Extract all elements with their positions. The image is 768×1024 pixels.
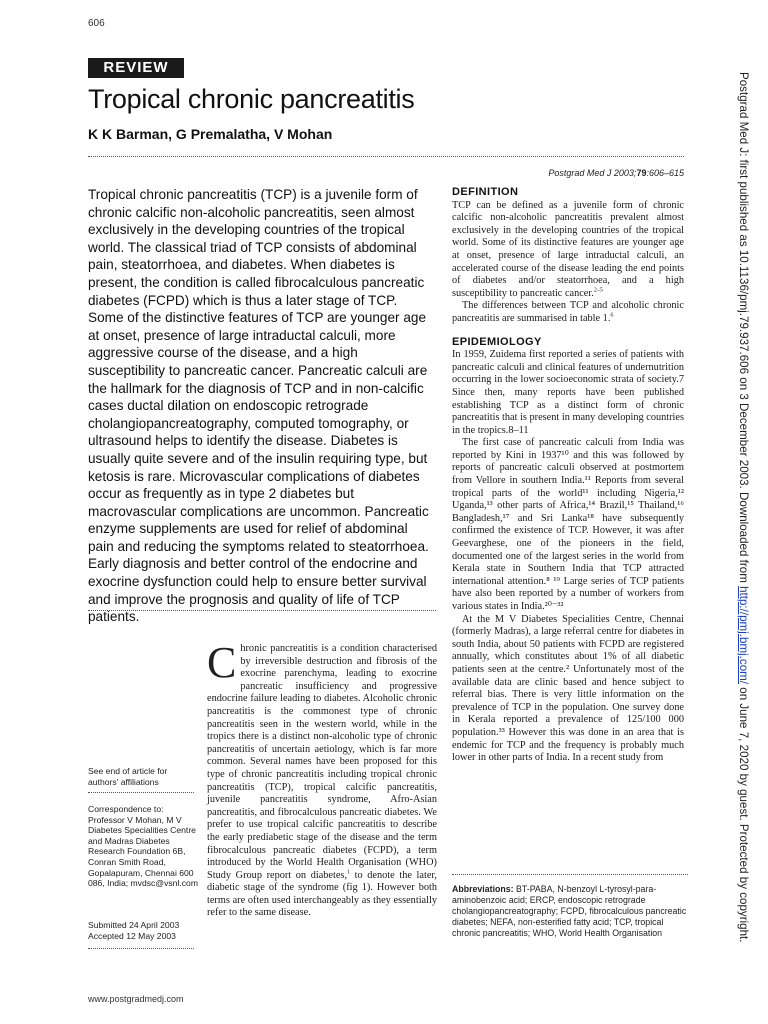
epidemiology-paragraph-3: At the M V Diabetes Specialities Centre, Chennai (formerly Madras), a large referral centre for diabetes in south India, about 50 patients with FCPD are registered annually, which constitutes about 1% of all diabetic patients seen at the centre.² Unfortunately most of the available data are clinic based and hence subject to referral bias. There is very little information on the prevalence of TCP in the population. One survey done in Kerala reported a prevalence of 125/100 000 population.³³ However this was done in an area that is endemic for TCP and the frequency is probably much lower in other parts of India. In a recent study from (452, 613, 684, 764)
abstract (88, 186, 436, 626)
submission-dates (88, 920, 198, 941)
definition-paragraph-2: The differences between TCP and alcoholic chronic pancreatitis are summarised in table 1.$^6$ (452, 300, 684, 324)
affiliation-note (88, 766, 198, 787)
citation-year: 2003; (611, 168, 637, 178)
abbreviations-label: Abbreviations: (452, 884, 514, 894)
submitted-date: Submitted 24 April 2003 (88, 920, 180, 930)
correspondence (88, 804, 198, 889)
abbreviations-text: BT-PABA, N-benzoyl L-tyrosyl-para-aminobenzoic acid; ERCP, endoscopic retrograde cholangiopancreatography; FCPD, fibrocalculous pancreatic diabetes; NEFA, non-esterified fatty acid; TCP, tropical chronic pancreatitis; WHO, World Health Organisation (452, 884, 687, 938)
section-tag: REVIEW (88, 58, 184, 78)
accepted-date: Accepted 12 May 2003 (88, 930, 176, 941)
download-notice: Postgrad Med J: first published as 10.1136/pmj.79.937.606 on 3 December 2003. Downloaded from http://pmj.bmj.com/ on June 7, 2020 by guest. Protected by copyright. (737, 72, 750, 943)
affiliation-text: See end of article for authors' affiliations (88, 766, 168, 787)
abbreviations-rule (452, 874, 688, 875)
definition-paragraph-1: TCP can be defined as a juvenile form of chronic calcific non-alcoholic pancreatitis prevalent almost exclusively in the developing countries of the tropical world. Some of its distinctive features are younger age at onset, presence of large intraductal calculi, an accelerated course of the disease leading the end points of diabetes and/or steatorrhoea, and a high susceptibility to pancreatic cancer.$^{2-5}$ (452, 199, 684, 299)
citation-volume: 79 (636, 168, 647, 178)
right-column (452, 186, 684, 765)
epidemiology-heading: EPIDEMIOLOGY (452, 335, 542, 348)
definition-heading: DEFINITION (452, 186, 519, 198)
introduction (207, 638, 437, 920)
footer-url: www.postgradmedj.com (88, 994, 184, 1004)
author-list: K K Barman, G Premalatha, V Mohan (88, 126, 333, 142)
article-title: Tropical chronic pancreatitis (88, 84, 415, 114)
intro-paragraph: hronic pancreatitis is a condition characterised by irreversible destruction and fibrosis of the exocrine parenchyma, leading to exocrine pancreatic insufficiency and progressive endocrine failure leading to diabetes. Alcoholic chronic pancreatitis is the commonest type of chronic pancreatitis seen in the western world, while in the tropics there is a distinct non-alcoholic type of chronic pancreatitis of uncertain aetiology, which is far more common. Several names have been proposed for this type of chronic pancreatitis including tropical chronic pancreatitis (TCP), tropical calcific pancreatitis, juvenile pancreatitis syndrome, Afro-Asian pancreatitis, and fibrocalculous pancreatic diabetes. We prefer to use tropical calcific pancreatitis to describe the early prediabetic stage of the disease and the term fibrocalculous pancreatic diabetes (FCPD), a term introduced by the World Health Organisation (WHO) Study Group report on diabetes,$^1$ to denote the later, diabetic stage of the syndrome (fig 1). However both terms are often used interchangeably as they essentially refer to the same disease. (207, 643, 437, 919)
citation-journal: Postgrad Med J (548, 168, 612, 178)
abstract-text: Tropical chronic pancreatitis (TCP) is a juvenile form of chronic calcific non-alcoholic pancreatitis, seen almost exclusively in the developing countries of the tropical world. The classical triad of TCP consists of abdominal pain, steatorrhoea, and diabetes. When diabetes is present, the condition is called fibrocalculous pancreatic diabetes (FCPD) which is thus a later stage of TCP. Some of the distinctive features of TCP are younger age at onset, presence of large intraductal calculi, more aggressive course of the disease, and a high susceptibility to pancreatic cancer. Pancreatic calculi are the hallmark for the diagnosis of TCP and in non-calcific cases ductal dilation on endoscopic retrograde cholangiopancreatography, computed tomography, or ultrasound helps to identify the disease. Diabetes is usually quite severe and of the insulin requiring type, but ketosis is rare. Microvascular complications of diabetes occur as frequently as in type 2 diabetes but macrovascular complications are uncommon. Pancreatic enzyme supplements are used for relief of abdominal pain and reducing the symptoms related to steatorrhoea. Early diagnosis and better control of the endocrine and exocrine dysfunction could help to ensure better survival and improve the prognosis and quality of life of TCP patients. (88, 187, 429, 625)
epidemiology-paragraph-2: The first case of pancreatic calculi from India was reported by Kini in 1937¹⁰ and this was followed by reports of pancreatic calculi observed at postmortem from Vellore in southern India.¹¹ Reports from several tropical parts of the world¹¹ including Nigeria,¹² Uganda,¹³ other parts of Africa,¹⁴ Brazil,¹⁵ Thailand,¹⁶ Bangladesh,¹⁷ and Sri Lanka¹⁸ have subsequently confirmed the existence of TCP. However, it was after Geevarghese, one of the pioneers in the field, documented one of the largest series in the world from Kerala state in Southern India that TCP attracted international attention.⁸ ¹⁹ Large series of TCP patients have also been reported by a number of workers from various states in India.²⁰⁻³² (452, 437, 684, 612)
abstract-rule (88, 610, 436, 611)
header-rule (88, 156, 684, 157)
journal-link[interactable]: http://pmj.bmj.com/ (737, 586, 750, 685)
journal-citation (548, 168, 684, 178)
correspondence-text: Correspondence to: Professor V Mohan, M V Diabetes Specialities Centre and Madras Diabetes Research Foundation 6B, Conran Smith Road, Gopalapuram, Chennai 600 086, India; mvdsc@vsnl.com (88, 804, 198, 889)
page-number: 606 (88, 18, 105, 29)
sidebar-rule-2 (88, 948, 194, 949)
sidebar-rule-1 (88, 792, 194, 793)
epidemiology-paragraph-1: In 1959, Zuidema first reported a series of patients with pancreatic calculi and clinical features of undernutrition occurring in the lower socioeconomic strata of society.7 Since then, many reports have been published establishing TCP as a distinct form of chronic pancreatitis that is present in many developing countries in the tropics.8–11 (452, 349, 684, 436)
abbreviations-box (452, 884, 690, 939)
drop-cap: C (207, 638, 237, 687)
citation-pages: :606–615 (646, 168, 684, 178)
